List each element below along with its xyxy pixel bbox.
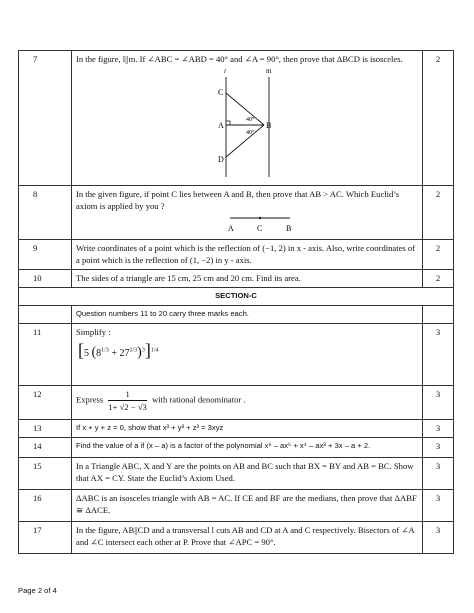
question-number: 7 [19, 51, 72, 186]
question-row [19, 522, 454, 554]
question-text: In the figure, AB||CD and a transversal l cuts AB and CD at A and C respectively. Bisectors of ∠A and ∠C intersect each other at P. Prove that ∠APC = 90°. [72, 522, 423, 554]
question-marks: 2 [423, 270, 454, 288]
angle-label-bottom: 40° [246, 130, 255, 136]
label-l: l [224, 69, 226, 75]
question-text: In a Triangle ABC, X and Y are the points on AB and BC such that BX = BY and AB = BC. Show that AX = CY. State the Euclid’s Axiom Used. [72, 458, 423, 490]
question-number: 16 [19, 490, 72, 522]
question-number: 11 [19, 324, 72, 386]
question-number: 9 [19, 240, 72, 270]
question-number: 12 [19, 386, 72, 420]
question-cell [72, 324, 423, 386]
simplify-expression: [5 $(8^{1/3} + 27^{1/3})^3]^{1/4}$ [78, 340, 159, 360]
question-text: The sides of a triangle are 15 cm, 25 cm and 20 cm. Find its area. [72, 270, 423, 288]
question-text: Find the value of a if (x – a) is a factor of the polynomial x⁶ – ax⁵ + x⁴ – ax³ + 3x – a + 2. [72, 438, 423, 458]
question-number: 13 [19, 420, 72, 438]
question-marks: 2 [423, 186, 454, 240]
label-m: m [266, 69, 272, 75]
question-number: 17 [19, 522, 72, 554]
label-b: B [266, 121, 272, 130]
fraction: $\frac{1}{1+ √2 - √3}$ [108, 389, 147, 412]
question-number: 10 [19, 270, 72, 288]
question-row [19, 420, 454, 438]
instructions-row [19, 306, 454, 324]
label-a: A [228, 224, 234, 233]
figure-parallel-lines [206, 69, 418, 181]
question-text: ΔABC is an isosceles triangle with AB = AC. If CE and BF are the medians, then prove that ΔABF ≅ ΔACE. [72, 490, 423, 522]
question-row [19, 51, 454, 186]
section-title: SECTION-C [19, 288, 454, 306]
segment-figure [226, 214, 296, 234]
page-footer: Page 2 of 4 [18, 586, 57, 595]
questions-table [18, 50, 454, 554]
segment-db [226, 125, 264, 157]
label-a: A [218, 121, 224, 130]
question-row [19, 386, 454, 420]
segment-cb [226, 93, 264, 125]
question-marks: 3 [423, 438, 454, 458]
question-row [19, 240, 454, 270]
question-marks: 3 [423, 386, 454, 420]
question-row [19, 438, 454, 458]
question-marks: 3 [423, 420, 454, 438]
question-text: In the given figure, if point C lies between A and B, then prove that AB > AC. Which Euclid’s axiom is applied by you ? [76, 189, 400, 211]
question-marks: 3 [423, 490, 454, 522]
section-instructions: Question numbers 11 to 20 carry three marks each. [72, 306, 423, 324]
question-cell [72, 186, 423, 240]
question-row [19, 186, 454, 240]
question-text: In the figure, l||m. If ∠ABC = ∠ABD = 40° and ∠A = 90°, then prove that ΔBCD is isosceles. [76, 54, 403, 64]
label-b: B [286, 224, 292, 233]
question-text: Write coordinates of a point which is the reflection of (−1, 2) in x - axis. Also, write coordinates of a point which is the reflection of (1, −2) in y - axis. [72, 240, 423, 270]
triangle-figure [206, 69, 326, 181]
label-c: C [257, 224, 263, 233]
question-row [19, 270, 454, 288]
question-text-before: Express [76, 394, 104, 405]
question-text: Simplify : [76, 327, 111, 337]
question-number: 15 [19, 458, 72, 490]
question-marks: 2 [423, 240, 454, 270]
section-row [19, 288, 454, 306]
figure-segment [226, 214, 418, 234]
question-text: If x + y + z = 0, show that x³ + y³ + z³ = 3xyz [72, 420, 423, 438]
question-row [19, 324, 454, 386]
question-row [19, 490, 454, 522]
label-c: C [218, 88, 224, 97]
question-row [19, 458, 454, 490]
question-marks: 3 [423, 458, 454, 490]
question-marks: 2 [423, 51, 454, 186]
label-d: D [218, 155, 224, 164]
angle-label-top: 40° [246, 117, 255, 123]
question-cell [72, 386, 423, 420]
question-number: 8 [19, 186, 72, 240]
point-c [259, 217, 261, 219]
right-angle-mark [226, 121, 230, 125]
question-text-after: with rational denominator . [152, 394, 246, 405]
question-number: 14 [19, 438, 72, 458]
question-cell [72, 51, 423, 186]
question-marks: 3 [423, 324, 454, 386]
question-marks: 3 [423, 522, 454, 554]
